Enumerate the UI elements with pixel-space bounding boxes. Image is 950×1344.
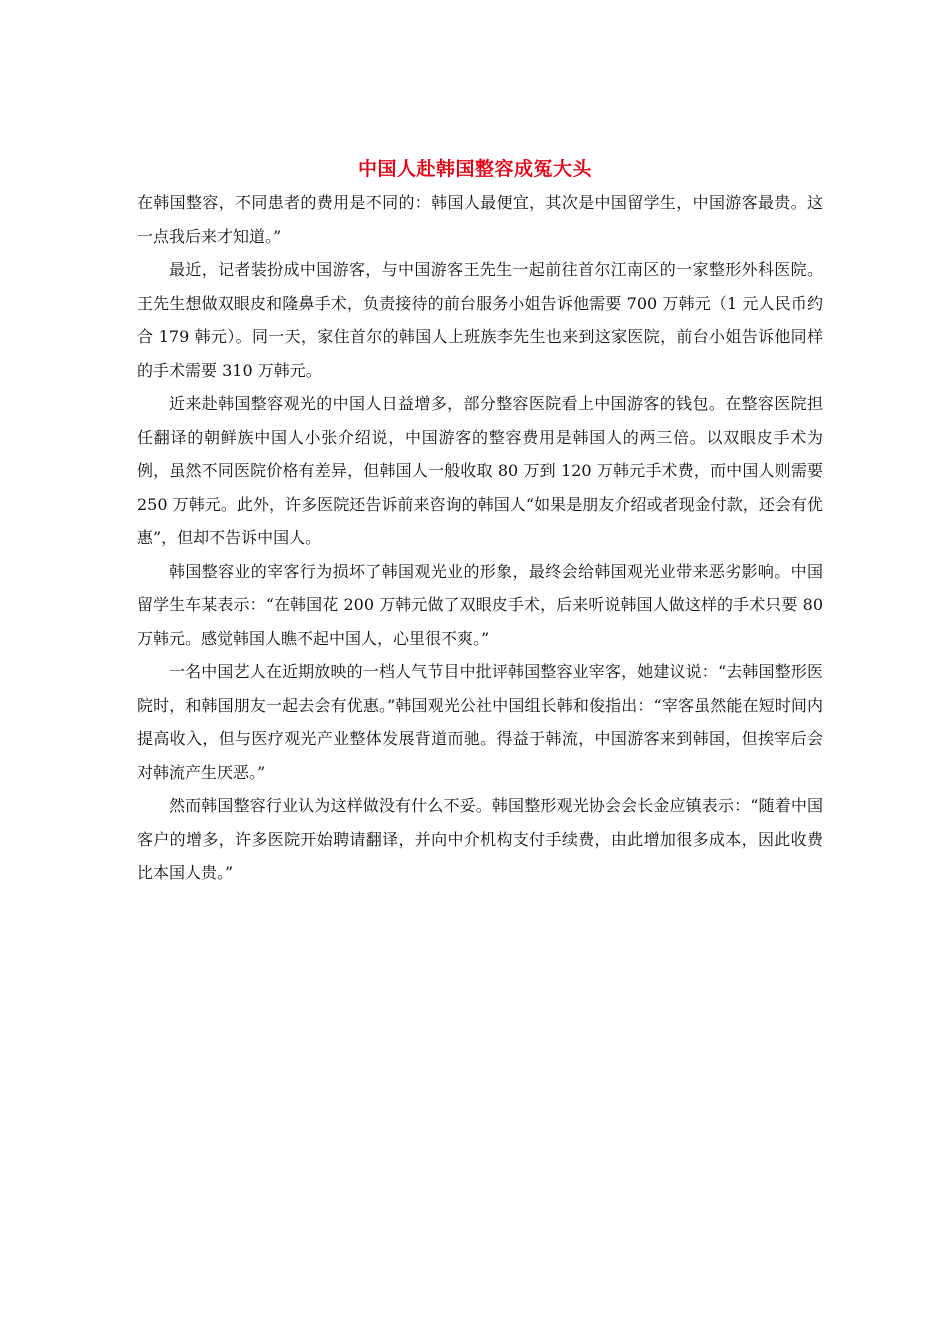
paragraph-1: 在韩国整容，不同患者的费用是不同的：韩国人最便宜，其次是中国留学生，中国游客最贵。这一点我后来才知道。” (137, 193, 823, 246)
paragraph-2: 最近，记者装扮成中国游客，与中国游客王先生一起前往首尔江南区的一家整形外科医院。王先生想做双眼皮和隆鼻手术，负责接待的前台服务小姐告诉他需要 700 万韩元（1 元人民币约合 179 韩元）。同一天，家住首尔的韩国人上班族李先生也来到这家医院，前台小姐告诉他同样的手术需要 310 万韩元。 (137, 260, 823, 380)
article-body (137, 186, 823, 890)
paragraph-5: 一名中国艺人在近期放映的一档人气节目中批评韩国整容业宰客，她建议说：“去韩国整形医院时，和韩国朋友一起去会有优惠。”韩国观光公社中国组长韩和俊指出：“宰客虽然能在短时间内提高收入，但与医疗观光产业整体发展背道而驰。得益于韩流，中国游客来到韩国，但挨宰后会对韩流产生厌恶。” (137, 662, 823, 782)
article-title: 中国人赴韩国整容成冤大头 (357, 158, 592, 180)
paragraph-3: 近来赴韩国整容观光的中国人日益增多，部分整容医院看上中国游客的钱包。在整容医院担任翻译的朝鲜族中国人小张介绍说，中国游客的整容费用是韩国人的两三倍。以双眼皮手术为例，虽然不同医院价格有差异，但韩国人一般收取 80 万到 120 万韩元手术费，而中国人则需要 250 万韩元。此外，许多医院还告诉前来咨询的韩国人“如果是朋友介绍或者现金付款，还会有优惠”，但却不告诉中国人。 (137, 394, 823, 547)
paragraph-6: 然而韩国整容行业认为这样做没有什么不妥。韩国整形观光协会会长金应镇表示：“随着中国客户的增多，许多医院开始聘请翻译，并向中介机构支付手续费，由此增加很多成本，因此收费比本国人贵。” (137, 796, 823, 882)
paragraph-4: 韩国整容业的宰客行为损坏了韩国观光业的形象，最终会给韩国观光业带来恶劣影响。中国留学生车某表示：“在韩国花 200 万韩元做了双眼皮手术，后来听说韩国人做这样的手术只要 80 万韩元。感觉韩国人瞧不起中国人，心里很不爽。” (137, 561, 823, 648)
